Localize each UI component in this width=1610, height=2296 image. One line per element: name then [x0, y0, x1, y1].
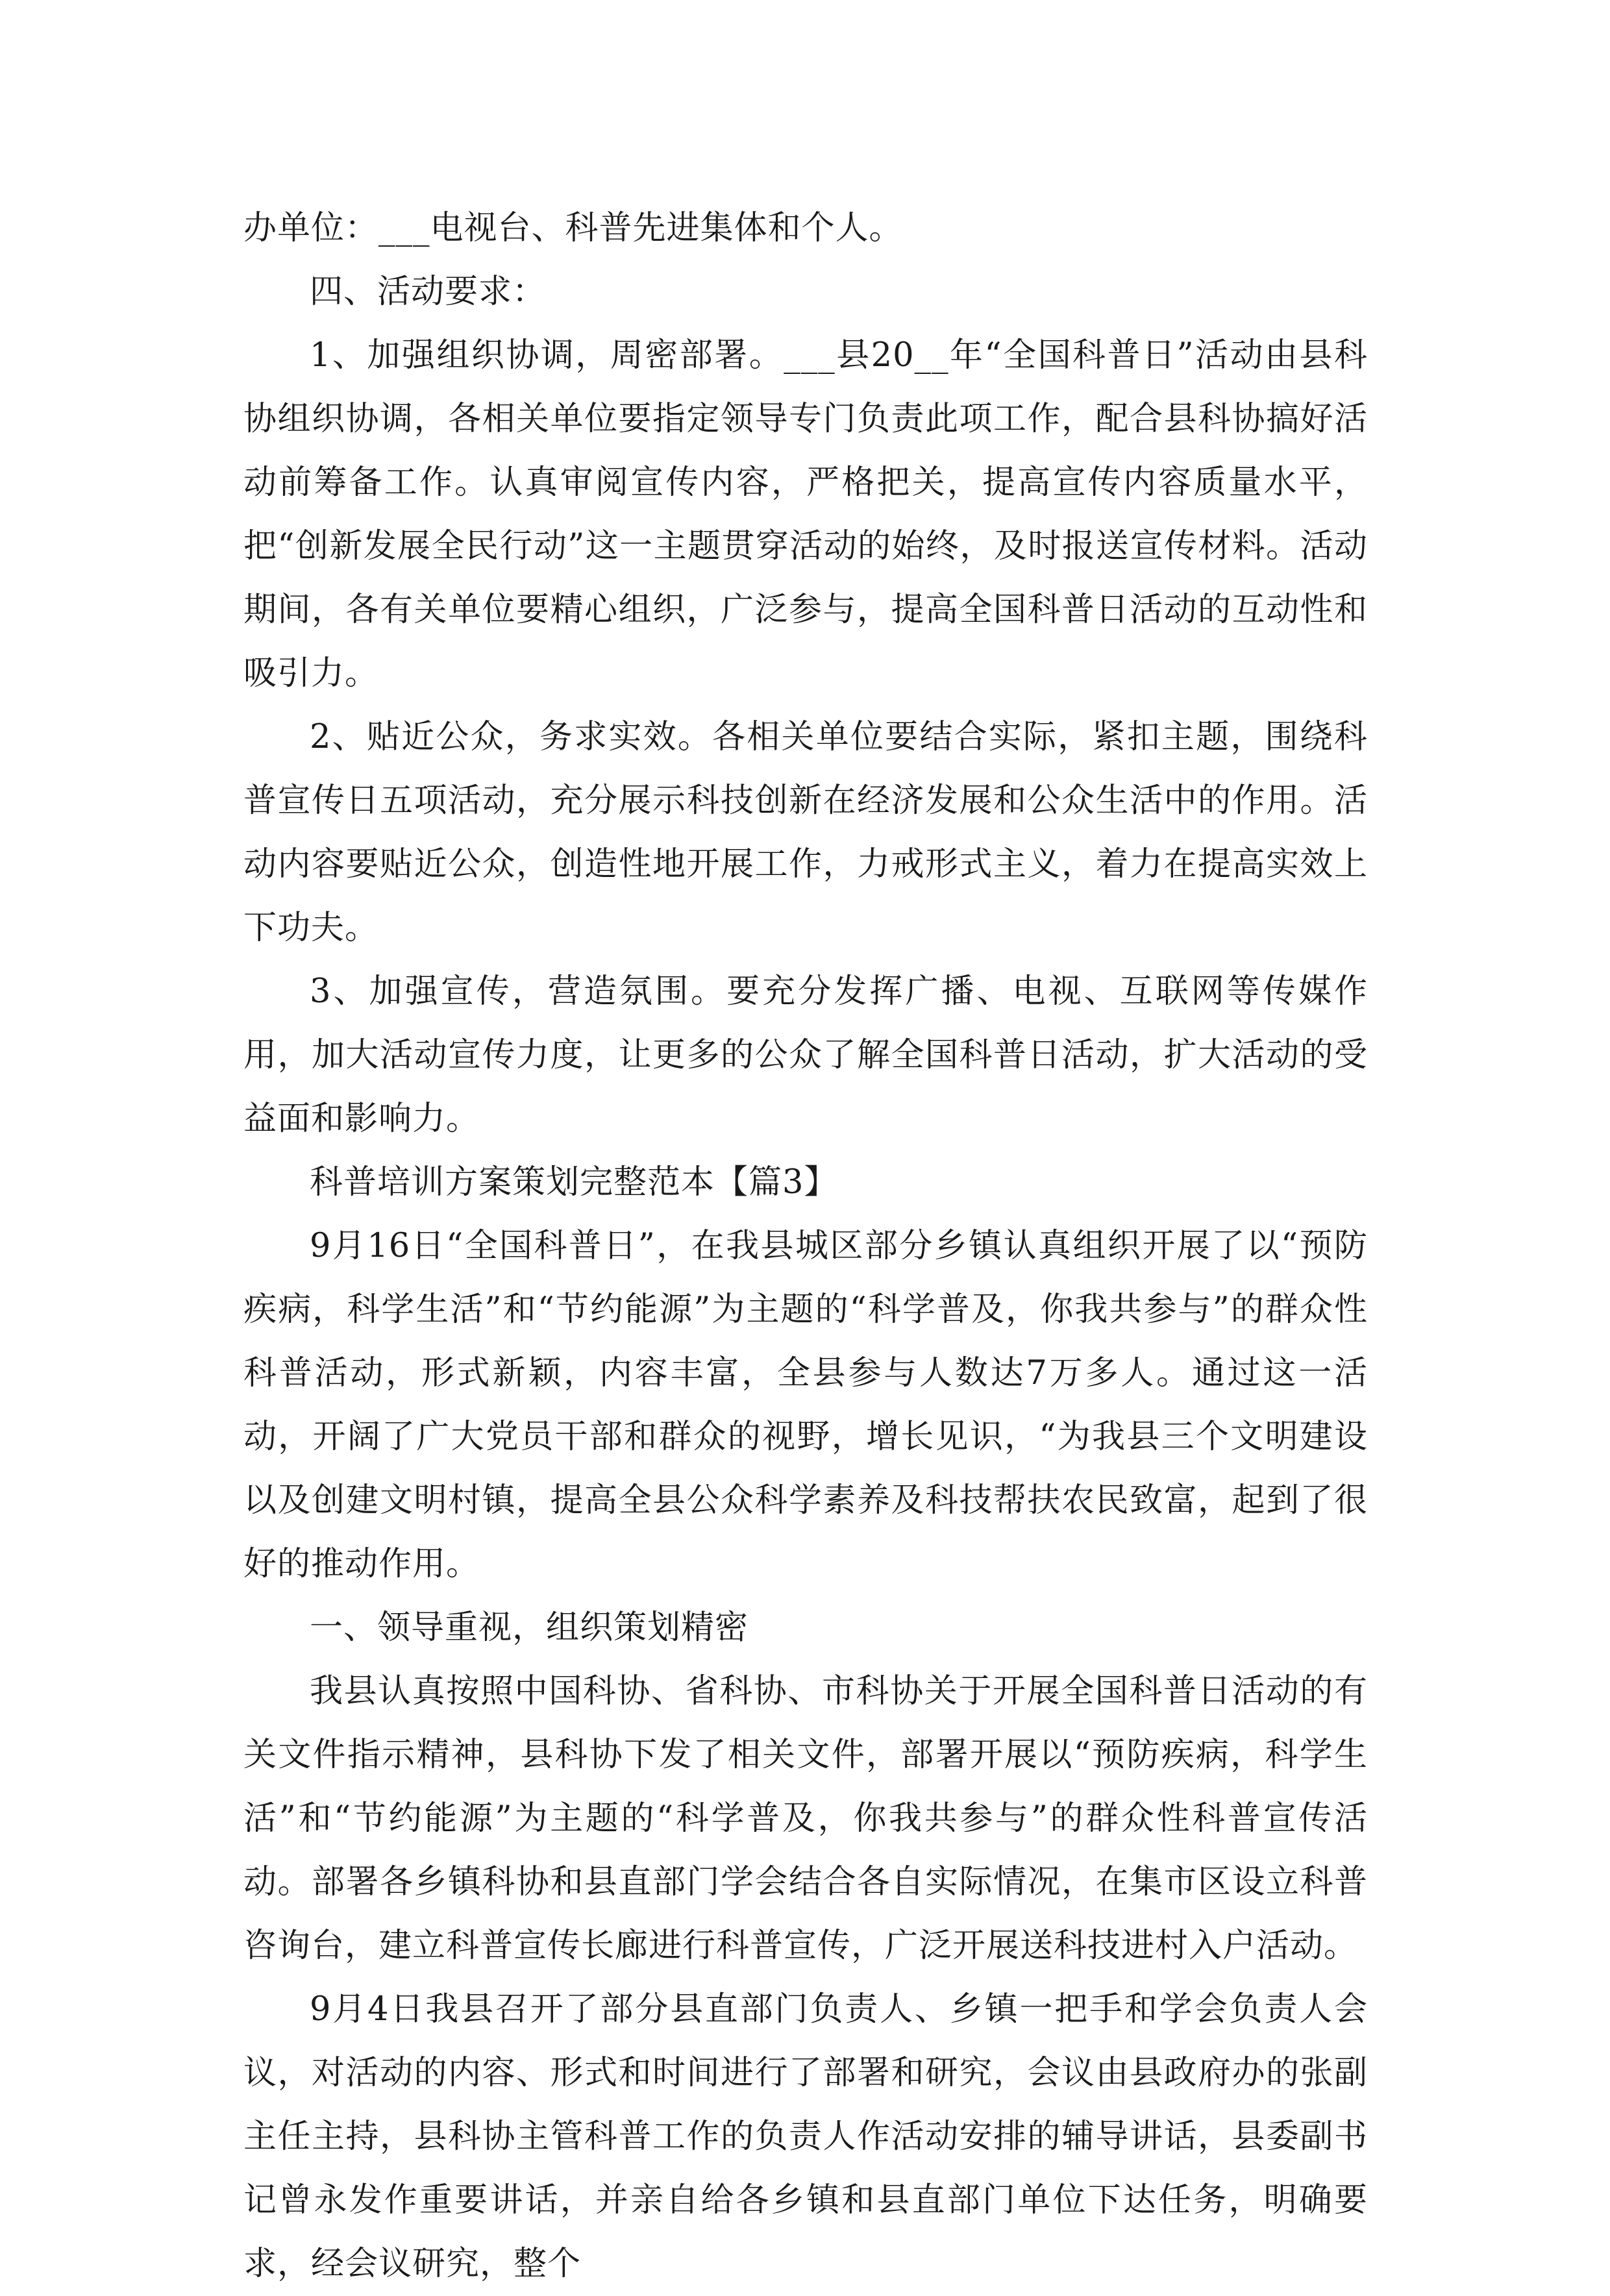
paragraph-4: 2、贴近公众，务求实效。各相关单位要结合实际，紧扣主题，围绕科普宣传日五项活动，充分展示科技创新在经济发展和公众生活中的作用。活动内容要贴近公众，创造性地开展工作，力戒形式主义，着力在提高实效上下功夫。	[243, 718, 1368, 947]
paragraph-9: 我县认真按照中国科协、省科协、市科协关于开展全国科普日活动的有关文件指示精神，县科协下发了相关文件，部署开展以“预防疾病，科学生活”和“节约能源”为主题的“科学普及，你我共参与”的群众性科普宣传活动。部署各乡镇科协和县直部门学会结合各自实际情况，在集市区设立科普咨询台，建立科普宣传长廊进行科普宣传，广泛开展送科技进村入户活动。	[243, 1672, 1368, 1965]
paragraph-heading-activity-requirements: 四、活动要求：	[310, 273, 547, 311]
paragraph-3: 1、加强组织协调，周密部署。___县20__年“全国科普日”活动由县科协组织协调，各相关单位要指定领导专门负责此项工作，配合县科协搞好活动前筹备工作。认真审阅宣传内容，严格把关，提高宣传内容质量水平，把“创新发展全民行动”这一主题贯穿活动的始终，及时报送宣传材料。活动期间，各有关单位要精心组织，广泛参与，提高全国科普日活动的互动性和吸引力。	[243, 336, 1368, 693]
paragraph-5: 3、加强宣传，营造氛围。要充分发挥广播、电视、互联网等传媒作用，加大活动宣传力度，让更多的公众了解全国科普日活动，扩大活动的受益面和影响力。	[243, 972, 1368, 1138]
paragraph-10: 9月4日我县召开了部分县直部门负责人、乡镇一把手和学会负责人会议，对活动的内容、形式和时间进行了部署和研究，会议由县政府办的张副主任主持，县科协主管科普工作的负责人作活动安排的辅导讲话，县委副书记曾永发作重要讲话，并亲自给各乡镇和县直部门单位下达任务，明确要求，经会议研究，整个	[243, 1990, 1368, 2283]
paragraph-heading-leadership: 一、领导重视，组织策划精密	[310, 1609, 749, 1647]
section-title-part-3: 科普培训方案策划完整范本【篇3】	[310, 1163, 838, 1202]
paragraph-7: 9月16日“全国科普日”，在我县城区部分乡镇认真组织开展了以“预防疾病，科学生活”和“节约能源”为主题的“科学普及，你我共参与”的群众性科普活动，形式新颖，内容丰富，全县参与人数达7万多人。通过这一活动，开阔了广大党员干部和群众的视野，增长见识，“为我县三个文明建设以及创建文明村镇，提高全县公众科学素养及科技帮扶农民致富，起到了很好的推动作用。	[243, 1227, 1368, 1583]
document-body	[243, 197, 1368, 2296]
paragraph-1: 办单位：___电视台、科普先进集体和个人。	[243, 209, 903, 247]
